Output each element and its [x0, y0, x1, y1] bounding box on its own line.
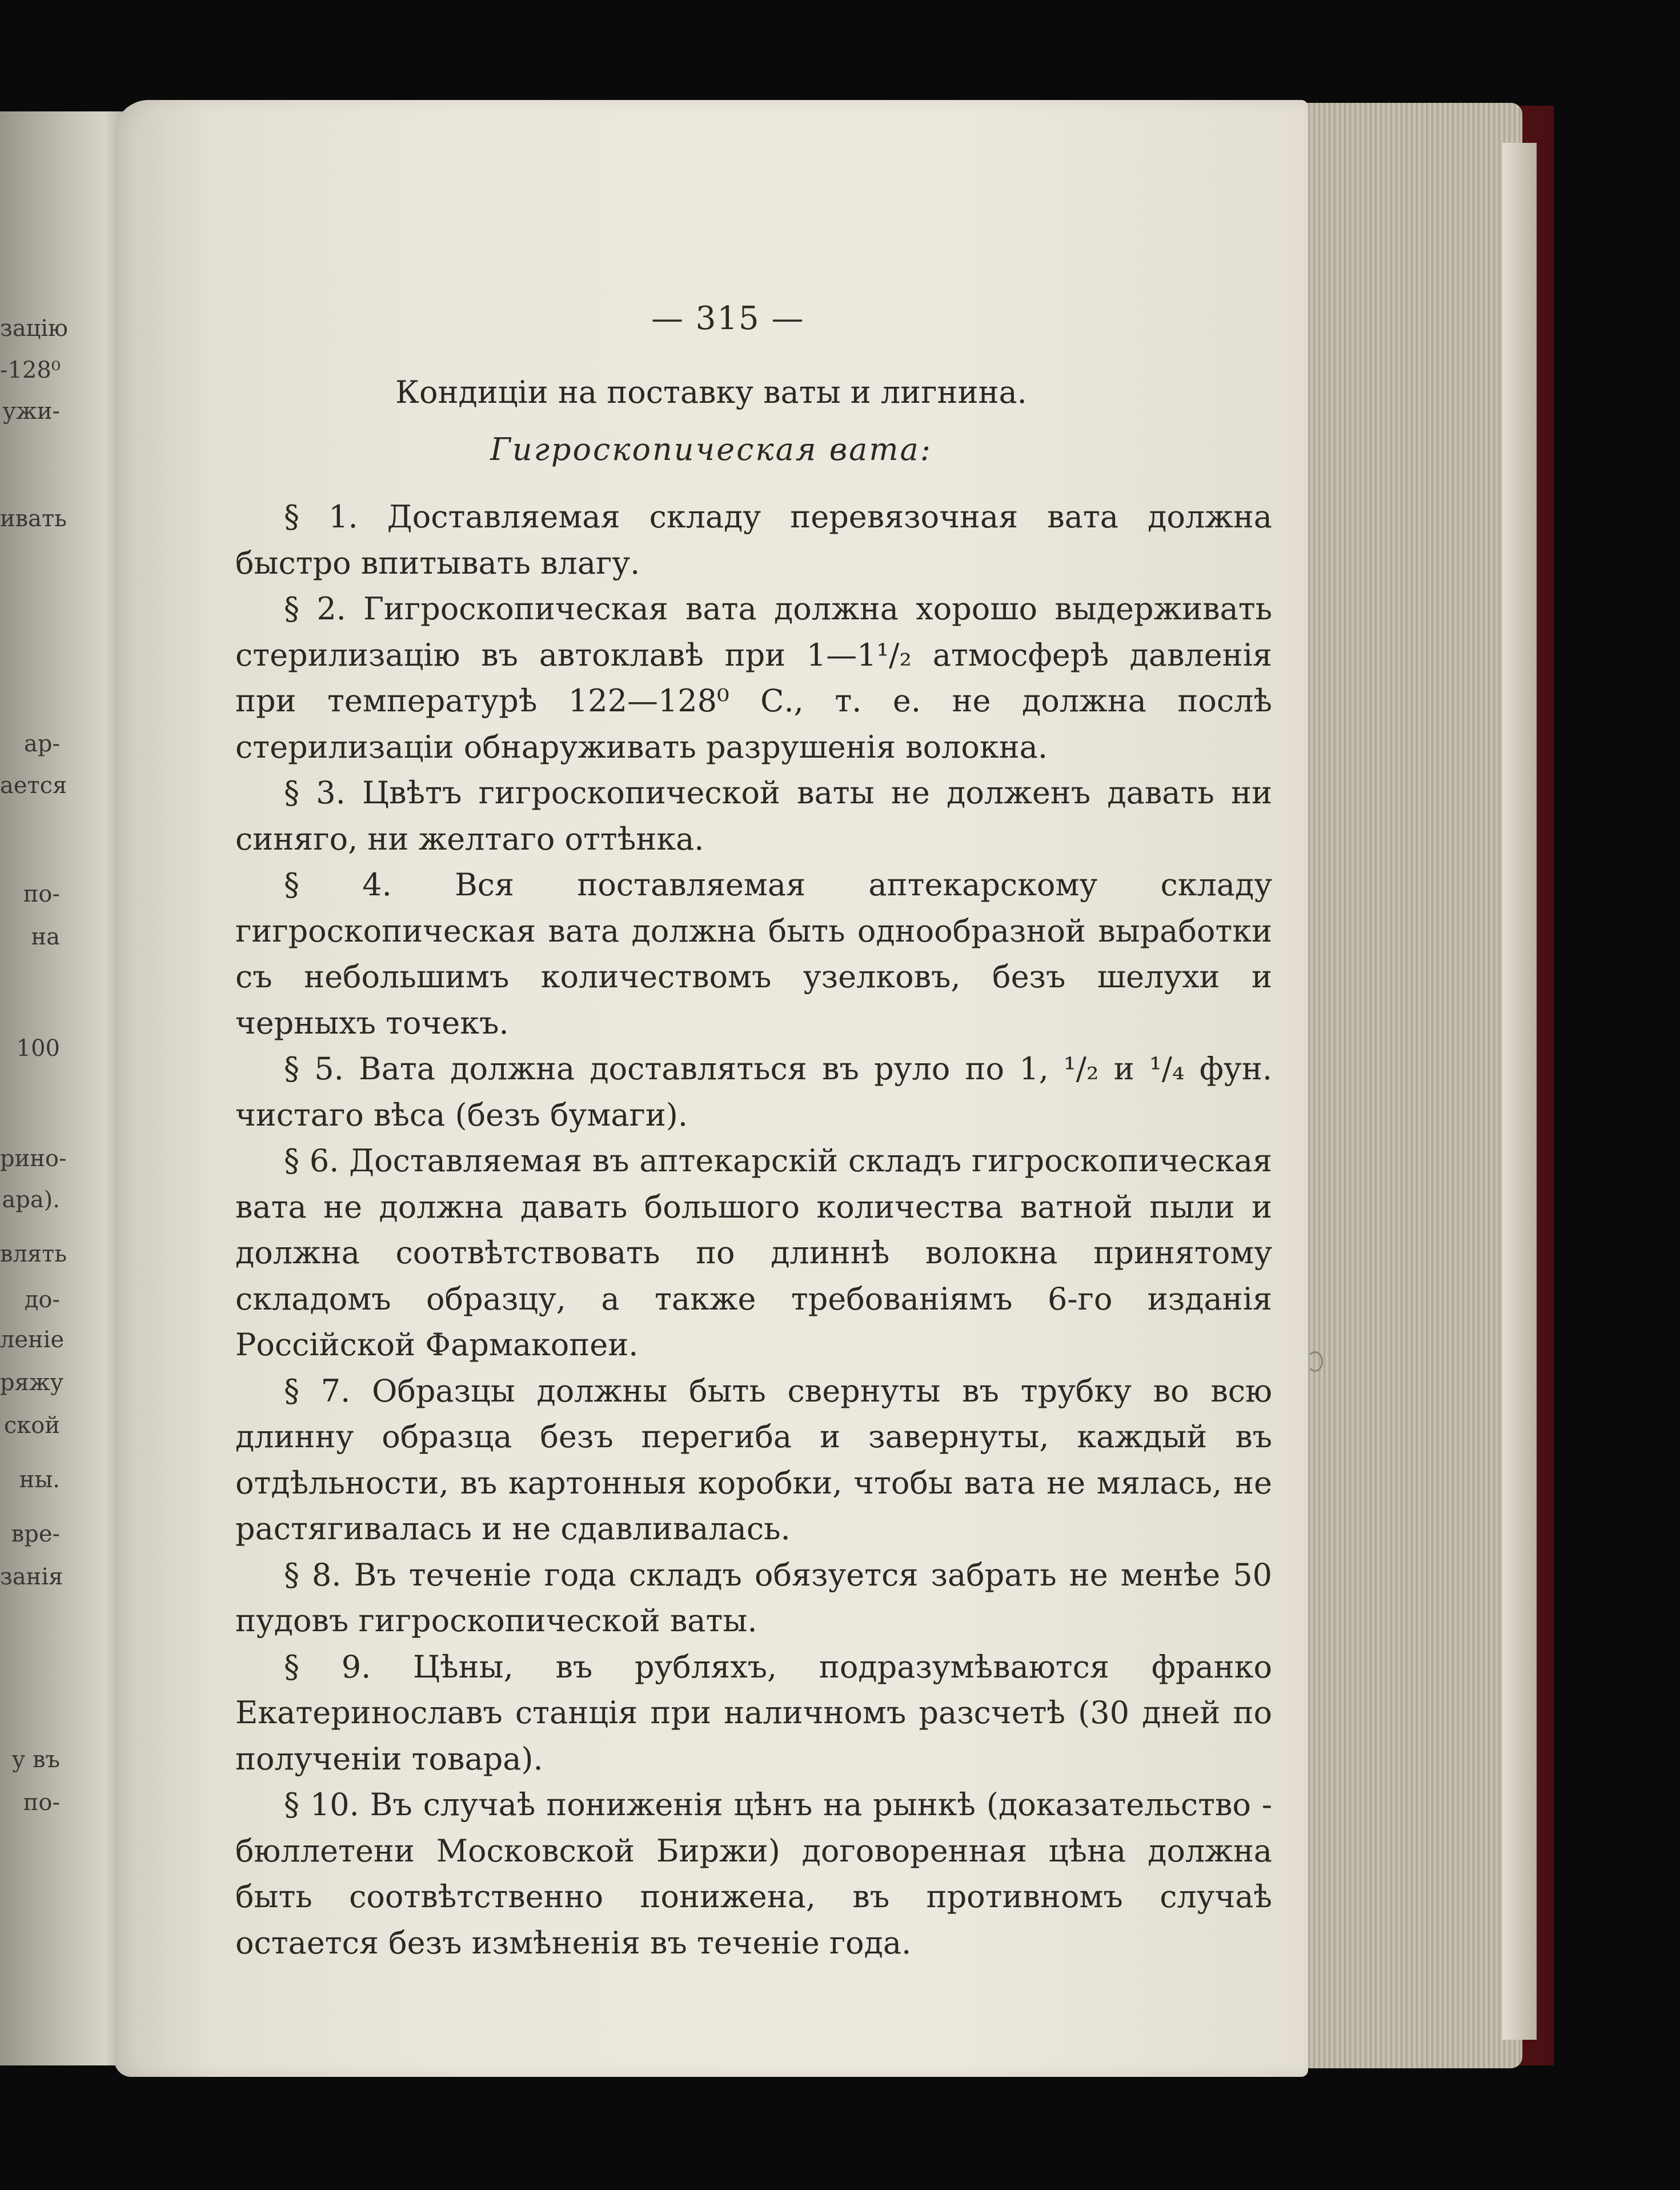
left-page-fragment: на	[31, 924, 60, 950]
left-page-fragment: ивать	[0, 506, 67, 532]
section-title: Кондиціи на поставку ваты и лигнина.	[395, 374, 1027, 410]
paragraph-5: § 5. Вата должна доставляться въ руло по 1, ¹/₂ и ¹/₄ фун. чистаго вѣса (безъ бумаги).	[235, 1051, 1272, 1133]
left-page-fragment: у въ	[11, 1747, 60, 1773]
section-subtitle: Гигроскопическая вата:	[490, 431, 932, 467]
left-page-fragment: ны.	[19, 1467, 60, 1493]
left-page-fragment: ара).	[2, 1187, 60, 1213]
conditions-text	[235, 494, 1272, 1966]
paragraph-8: § 8. Въ теченіе года складъ обязуется забрать не менѣе 50 пудовъ гигроскопической ваты.	[235, 1556, 1272, 1639]
left-page-fragment: 100	[16, 1035, 60, 1062]
left-page-fragment: рино-	[0, 1146, 67, 1172]
left-page	[0, 111, 131, 2065]
left-page-fragment: занія	[0, 1564, 63, 1590]
left-page-fragment: вре-	[11, 1521, 60, 1547]
left-page-fragment: ской	[3, 1412, 60, 1439]
left-page-fragment: влять	[0, 1241, 67, 1267]
paragraph-9: § 9. Цѣны, въ рубляхъ, подразумѣваются франко Екатеринославъ станція при наличномъ разсчетѣ (30 дней по полученіи товара).	[235, 1648, 1272, 1777]
paragraph-3: § 3. Цвѣтъ гигроскопической ваты не долженъ давать ни синяго, ни желтаго оттѣнка.	[235, 775, 1272, 857]
page-edges-highlight	[1502, 143, 1537, 2040]
left-page-fragment: ряжу	[0, 1370, 64, 1396]
left-page-fragment: зацію	[0, 315, 69, 342]
left-page-fragment: ар-	[24, 731, 60, 757]
left-page-fragment: по-	[23, 881, 60, 907]
paragraph-7: § 7. Образцы должны быть свернуты въ трубку во всю длинну образца безъ перегиба и завернуты, каждый въ отдѣльности, въ картонныя коробки, чтобы вата не мялась, не растягивалась и не сдавливалась.	[235, 1372, 1272, 1547]
left-page-fragment: по-	[23, 1789, 60, 1816]
left-page-fragment: леніе	[0, 1327, 65, 1353]
paper-blemish	[1307, 1351, 1323, 1372]
left-page-fragment: до-	[24, 1287, 60, 1313]
paragraph-6: § 6. Доставляемая въ аптекарскій складъ гигроскопическая вата не должна давать большого количества ватной пыли и должна соотвѣтствовать по длиннѣ волокна принятому складомъ образцу, а также требованіямъ 6-го изданія Россійской Фармакопеи.	[235, 1143, 1272, 1363]
left-page-fragment: -128⁰	[0, 357, 61, 383]
left-page-fragment: ается	[0, 772, 67, 799]
paragraph-10: § 10. Въ случаѣ пониженія цѣнъ на рынкѣ (доказательство - бюллетени Московской Биржи) договоренная цѣна должна быть соотвѣтственно понижена, въ противномъ случаѣ остается безъ измѣненія въ теченіе года.	[235, 1787, 1272, 1961]
right-page	[114, 100, 1308, 2077]
paragraph-1: § 1. Доставляемая складу перевязочная вата должна быстро впитывать влагу.	[235, 499, 1272, 581]
left-page-fragment: ужи-	[2, 398, 60, 425]
paragraph-2: § 2. Гигроскопическая вата должна хорошо выдерживать стерилизацію въ автоклавѣ при 1—1¹/₂ атмосферѣ давленія при температурѣ 122—128⁰ С., т. е. не должна послѣ стерилизаціи обнаруживать разрушенія волокна.	[235, 591, 1272, 765]
paragraph-4: § 4. Вся поставляемая аптекарскому складу гигроскопическая вата должна быть однообразной выработки съ небольшимъ количествомъ узелковъ, безъ шелухи и черныхъ точекъ.	[235, 867, 1272, 1041]
page-edges	[1305, 103, 1522, 2068]
page-number: — 315 —	[651, 300, 805, 337]
